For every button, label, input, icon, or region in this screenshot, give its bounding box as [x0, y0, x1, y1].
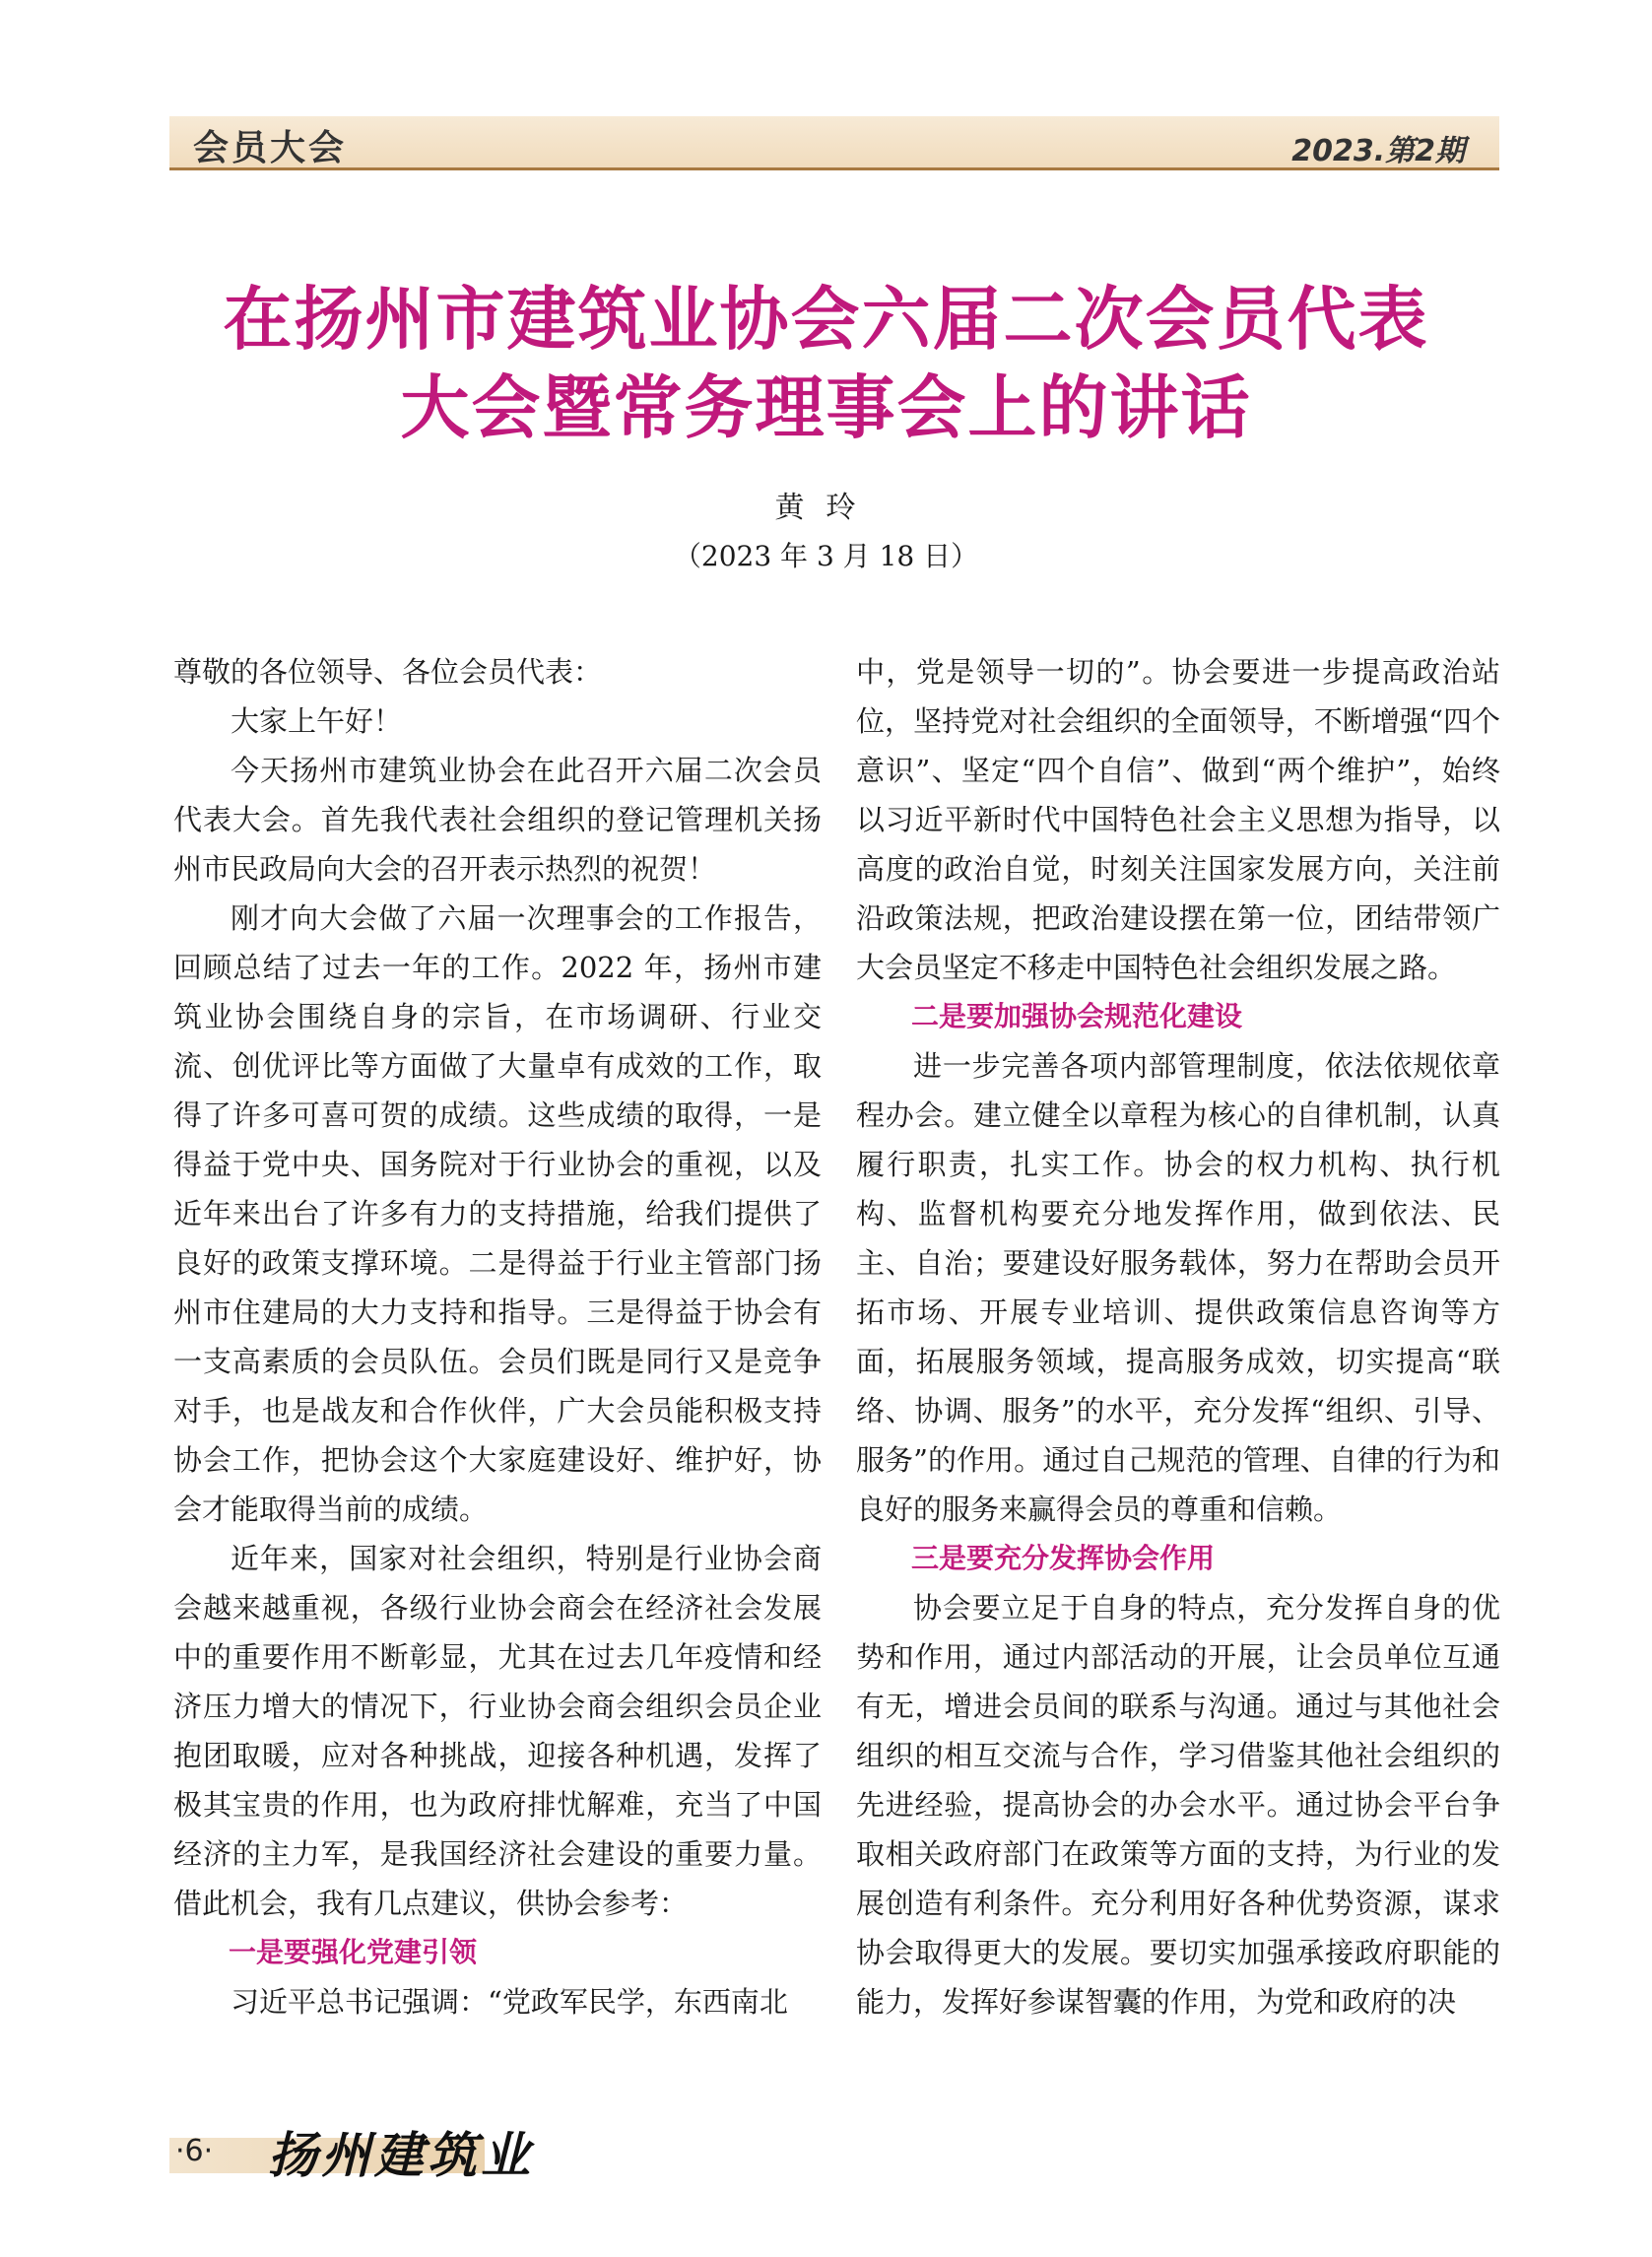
magazine-logo: 扬州建筑业: [268, 2126, 534, 2184]
section-heading-2: 二是要加强协会规范化建设: [911, 1000, 1243, 1032]
paragraph: 协会要立足于自身的特点，充分发挥自身的优势和作用，通过内部活动的开展，让会员单位互通有无，增进会员间的联系与沟通。通过与其他社会组织的相互交流与合作，学习借鉴其他社会组织的先进经验，提高协会的办会水平。通过协会平台争取相关政府部门在政策等方面的支持，为行业的发展创造有利条件。充分利用好各种优势资源，谋求协会取得更大的发展。要切实加强承接政府职能的能力，发挥好参谋智囊的作用，为党和政府的决: [856, 1591, 1500, 2019]
section-heading-3: 三是要充分发挥协会作用: [911, 1542, 1216, 1574]
speech-date: （2023 年 3 月 18 日）: [673, 540, 979, 572]
issue-label: 2023.第2期: [1291, 134, 1465, 168]
section-label: 会员大会: [193, 128, 348, 168]
paragraph: 刚才向大会做了六届一次理事会的工作报告，回顾总结了过去一年的工作。2022 年，扬州市建筑业协会围绕自身的宗旨，在市场调研、行业交流、创优评比等方面做了大量卓有成效的工作，取得了许多可喜可贺的成绩。这些成绩的取得，一是得益于党中央、国务院对于行业协会的重视，以及近年来出台了许多有力的支持措施，给我们提供了良好的政策支撑环境。二是得益于行业主管部门扬州市住建局的大力支持和指导。三是得益于协会有一支高素质的会员队伍。会员们既是同行又是竞争对手，也是战友和合作伙伴，广大会员能积极支持协会工作，把协会这个大家庭建设好、维护好，协会才能取得当前的成绩。: [173, 901, 822, 1526]
paragraph: 进一步完善各项内部管理制度，依法依规依章程办会。建立健全以章程为核心的自律机制，认真履行职责，扎实工作。协会的权力机构、执行机构、监督机构要充分地发挥作用，做到依法、民主、自治；要建设好服务载体，努力在帮助会员开拓市场、开展专业培训、提供政策信息咨询等方面，拓展服务领域，提高服务成效，切实提高“联络、协调、服务”的水平，充分发挥“组织、引导、服务”的作用。通过自己规范的管理、自律的行为和良好的服务来赢得会员的尊重和信赖。: [856, 1049, 1500, 1526]
article-title-line1: 在扬州市建筑业协会六届二次会员代表: [223, 279, 1429, 360]
paragraph: 中，党是领导一切的”。协会要进一步提高政治站位，坚持党对社会组织的全面领导，不断增强“四个意识”、坚定“四个自信”、做到“两个维护”，始终以习近平新时代中国特色社会主义思想为指导，以高度的政治自觉，时刻关注国家发展方向，关注前沿政策法规，把政治建设摆在第一位，团结带领广大会员坚定不移走中国特色社会组织发展之路。: [856, 655, 1500, 984]
left-column: [173, 647, 822, 2026]
page-number: ·6·: [175, 2134, 214, 2168]
right-column: [856, 647, 1500, 2026]
paragraph: 今天扬州市建筑业协会在此召开六届二次会员代表大会。首先我代表社会组织的登记管理机关扬州市民政局向大会的召开表示热烈的祝贺！: [173, 754, 822, 886]
article-title-line2: 大会暨常务理事会上的讲话: [400, 367, 1252, 448]
paragraph: 近年来，国家对社会组织，特别是行业协会商会越来越重视，各级行业协会商会在经济社会发展中的重要作用不断彰显，尤其在过去几年疫情和经济压力增大的情况下，行业协会商会组织会员企业抱团取暖，应对各种挑战，迎接各种机遇，发挥了极其宝贵的作用，也为政府排忧解难，充当了中国经济的主力军，是我国经济社会建设的重要力量。借此机会，我有几点建议，供协会参考：: [173, 1542, 822, 1920]
paragraph: 大家上午好！: [231, 704, 403, 738]
section-heading-1: 一是要强化党建引领: [229, 1936, 478, 1968]
paragraph: 习近平总书记强调：“党政军民学，东西南北: [231, 1985, 788, 2019]
author: 黄玲: [774, 491, 878, 525]
salutation: 尊敬的各位领导、各位会员代表：: [173, 655, 603, 689]
